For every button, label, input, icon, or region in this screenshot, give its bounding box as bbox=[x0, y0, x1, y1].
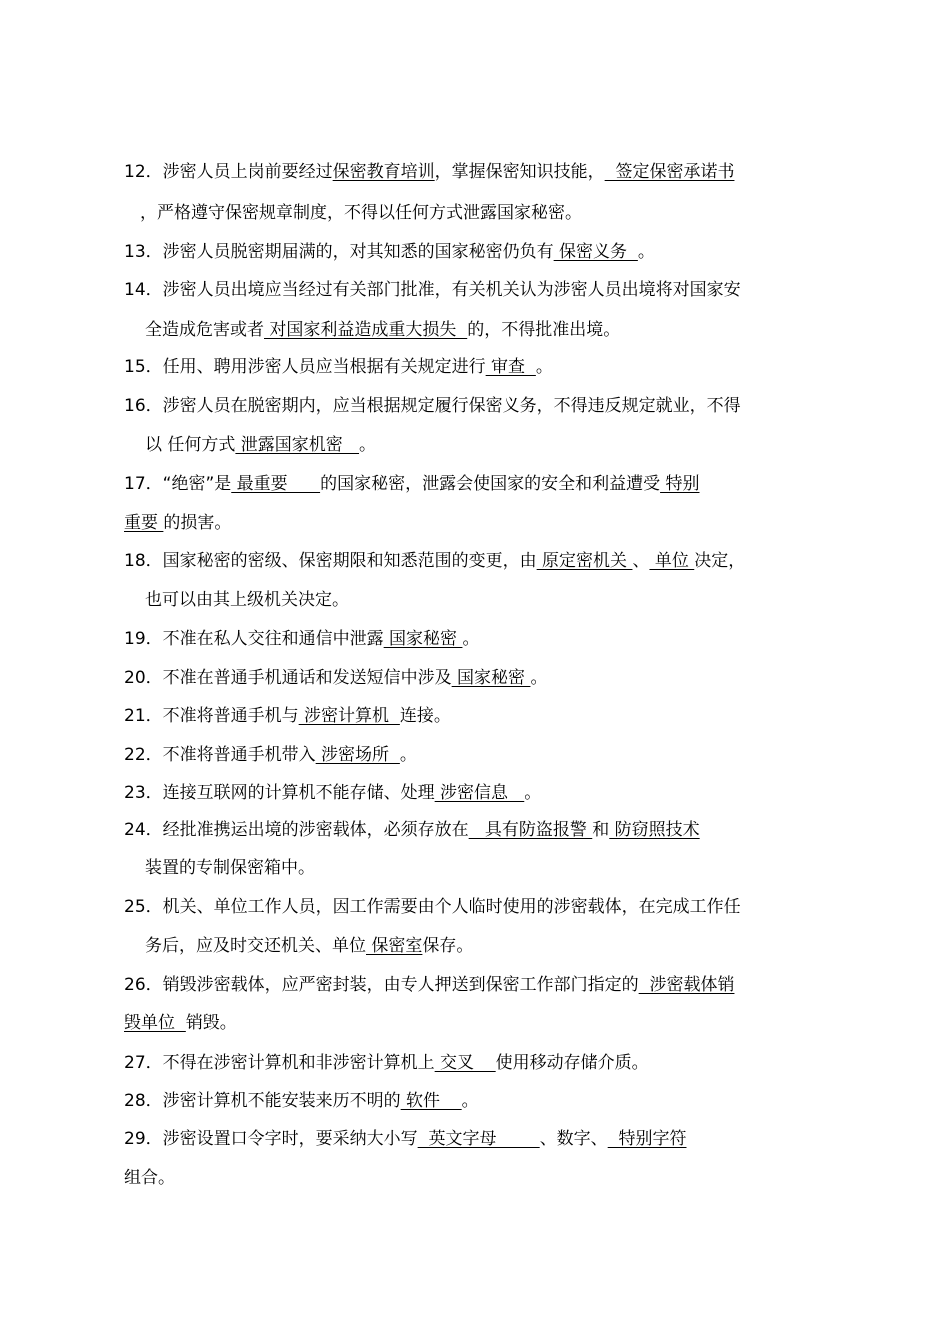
question-text: 、数字、 bbox=[539, 1129, 608, 1149]
question-text: ，掌握保密知识技能， bbox=[434, 162, 605, 182]
answer-blank: 防窃照技术 bbox=[609, 820, 700, 840]
question-continuation-line bbox=[124, 1167, 175, 1189]
question-line bbox=[124, 395, 741, 417]
question-text: 19．不准在私人交往和通信中泄露 bbox=[124, 629, 384, 649]
question-text: 12．涉密人员上岗前要经过 bbox=[124, 162, 333, 182]
answer-blank: 特别字符 bbox=[607, 1129, 687, 1149]
answer-blank: 涉密载体销 bbox=[638, 975, 735, 995]
question-line bbox=[124, 974, 734, 996]
answer-blank: 国家秘密 bbox=[451, 668, 531, 688]
question-text: 全造成危害或者 bbox=[145, 320, 264, 340]
question-text: 以 任何方式 bbox=[145, 435, 236, 455]
question-line bbox=[124, 1090, 479, 1112]
question-text: 14．涉密人员出境应当经过有关部门批准，有关机关认为涉密人员出境将对国家安 bbox=[124, 280, 741, 300]
question-text: 23．连接互联网的计算机不能存储、处理 bbox=[124, 783, 435, 803]
question-text: 13．涉密人员脱密期届满的，对其知悉的国家秘密仍负有 bbox=[124, 242, 554, 262]
question-line bbox=[124, 1128, 687, 1150]
question-continuation-line bbox=[145, 434, 376, 456]
answer-blank: 泄露国家机密 bbox=[235, 435, 360, 455]
question-line bbox=[124, 473, 699, 495]
question-text: 21．不准将普通手机与 bbox=[124, 706, 299, 726]
question-text: 22．不准将普通手机带入 bbox=[124, 745, 316, 765]
answer-blank: 单位 bbox=[649, 551, 695, 571]
question-continuation-line bbox=[124, 512, 231, 534]
question-text: 。 bbox=[461, 1091, 479, 1111]
question-text: 20．不准在普通手机通话和发送短信中涉及 bbox=[124, 668, 452, 688]
question-continuation-line bbox=[145, 589, 349, 611]
question-text: 27．不得在涉密计算机和非涉密计算机上 bbox=[124, 1053, 435, 1073]
answer-blank: 对国家利益造成重大损失 bbox=[264, 320, 468, 340]
question-line bbox=[124, 241, 655, 263]
question-text: 装置的专制保密箱中。 bbox=[145, 858, 315, 878]
question-line bbox=[124, 550, 745, 572]
question-line bbox=[124, 819, 700, 841]
question-line bbox=[124, 705, 451, 727]
answer-blank: 保密室 bbox=[366, 936, 423, 956]
question-line bbox=[124, 782, 541, 804]
question-line bbox=[124, 161, 734, 183]
question-text: 。 bbox=[524, 783, 542, 803]
answer-blank: 国家秘密 bbox=[383, 629, 463, 649]
question-line bbox=[124, 279, 741, 301]
question-continuation-line bbox=[145, 935, 473, 957]
question-text: 16．涉密人员在脱密期内，应当根据规定履行保密义务，不得违反规定就业，不得 bbox=[124, 396, 741, 416]
question-text: 。 bbox=[535, 357, 553, 377]
question-continuation-line bbox=[140, 202, 582, 224]
question-line bbox=[124, 744, 417, 766]
answer-blank: 毁单位 bbox=[124, 1013, 186, 1033]
question-line bbox=[124, 896, 741, 918]
answer-blank: 签定保密承诺书 bbox=[604, 162, 735, 182]
answer-blank: 涉密信息 bbox=[434, 783, 525, 803]
question-text: 、 bbox=[632, 551, 650, 571]
question-line bbox=[124, 667, 547, 689]
question-text: 使用移动存储介质。 bbox=[495, 1053, 649, 1073]
answer-blank: 涉密计算机 bbox=[298, 706, 400, 726]
question-text: 。 bbox=[637, 242, 655, 262]
question-text: 的损害。 bbox=[163, 513, 232, 533]
question-text: 务后，应及时交还机关、单位 bbox=[145, 936, 366, 956]
answer-blank: 重要 bbox=[124, 513, 164, 533]
question-line bbox=[124, 628, 479, 650]
question-text: 18．国家秘密的密级、保密期限和知悉范围的变更，由 bbox=[124, 551, 537, 571]
question-text: 。 bbox=[530, 668, 548, 688]
question-text: 28．涉密计算机不能安装来历不明的 bbox=[124, 1091, 401, 1111]
question-continuation-line bbox=[145, 857, 315, 879]
answer-blank: 保密教育培训 bbox=[332, 162, 435, 182]
question-text: 17．“绝密”是 bbox=[124, 474, 232, 494]
question-continuation-line bbox=[124, 1012, 237, 1034]
question-text: 。 bbox=[359, 435, 377, 455]
question-text: 的，不得批准出境。 bbox=[467, 320, 621, 340]
answer-blank: 英文字母 bbox=[417, 1129, 540, 1149]
answer-blank: 最重要 bbox=[231, 474, 321, 494]
answer-blank: 特别 bbox=[660, 474, 700, 494]
question-text: 。 bbox=[399, 745, 417, 765]
question-text: 25．机关、单位工作人员，因工作需要由个人临时使用的涉密载体，在完成工作任 bbox=[124, 897, 741, 917]
answer-blank: 具有防盗报警 bbox=[468, 820, 593, 840]
question-text: 26．销毁涉密载体，应严密封装，由专人押送到保密工作部门指定的 bbox=[124, 975, 639, 995]
question-text: 连接。 bbox=[399, 706, 451, 726]
question-text: 的国家秘密，泄露会使国家的安全和利益遭受 bbox=[320, 474, 661, 494]
question-text: 保存。 bbox=[422, 936, 474, 956]
question-text: 。 bbox=[462, 629, 480, 649]
question-text: 和 bbox=[592, 820, 610, 840]
question-line bbox=[124, 1052, 649, 1074]
answer-blank: 交叉 bbox=[434, 1053, 496, 1073]
question-text: 29．涉密设置口令字时，要采纳大小写 bbox=[124, 1129, 418, 1149]
question-continuation-line bbox=[145, 319, 620, 341]
question-text: 15．任用、聘用涉密人员应当根据有关规定进行 bbox=[124, 357, 486, 377]
question-text: 24．经批准携运出境的涉密载体，必须存放在 bbox=[124, 820, 469, 840]
question-line bbox=[124, 356, 553, 378]
question-text: 也可以由其上级机关决定。 bbox=[145, 590, 349, 610]
answer-blank: 软件 bbox=[400, 1091, 462, 1111]
question-text: 销毁。 bbox=[185, 1013, 237, 1033]
answer-blank: 原定密机关 bbox=[536, 551, 633, 571]
answer-blank: 审查 bbox=[485, 357, 536, 377]
answer-blank: 涉密场所 bbox=[315, 745, 400, 765]
question-text: ，严格遵守保密规章制度，不得以任何方式泄露国家秘密。 bbox=[140, 203, 582, 223]
question-text: 决定， bbox=[694, 551, 746, 571]
question-text: 组合。 bbox=[124, 1168, 175, 1188]
answer-blank: 保密义务 bbox=[553, 242, 638, 262]
